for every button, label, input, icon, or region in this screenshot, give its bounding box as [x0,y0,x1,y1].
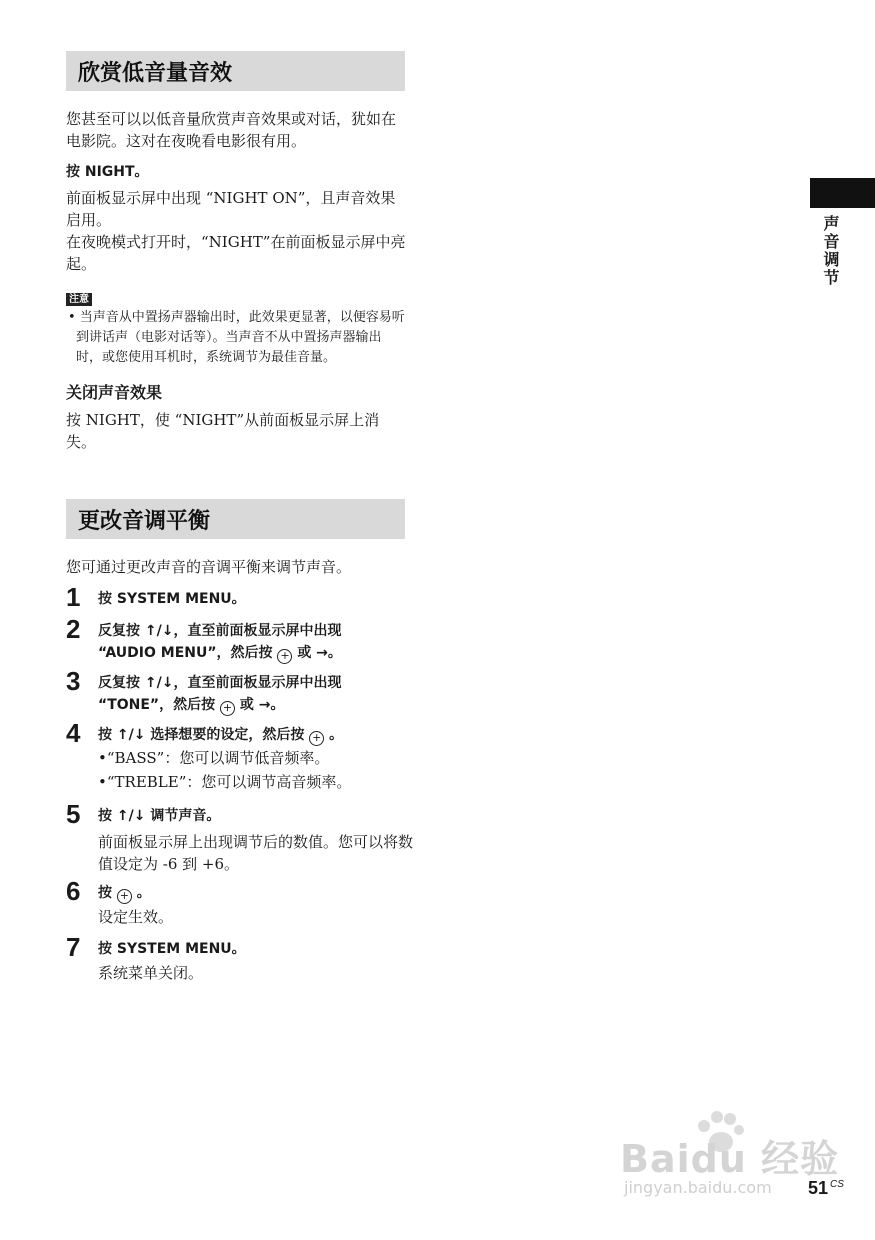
step-text: 或 →。 [297,645,342,661]
step-number: 7 [66,932,81,962]
step-body [98,805,413,875]
step-text: 或 →。 [239,697,285,713]
night-instruction: 按 NIGHT。 [66,164,149,180]
step-number: 3 [66,666,81,696]
page-number-value: 51 [808,1178,829,1198]
treble-bullet: •“TREBLE”：您可以调节高音频率。 [98,773,352,791]
step-body [98,882,413,928]
step-description: 设定生效。 [98,908,174,926]
page-language-suffix: CS [830,1179,844,1190]
step-instruction [98,724,413,746]
enter-button-icon: + [309,731,324,746]
section-heading-low-volume [66,51,405,91]
section-title: 更改音调平衡 [78,508,211,534]
step-body [98,938,413,984]
step-instruction-line1: 反复按 ↑/↓，直至前面板显示屏中出现 [98,675,342,691]
night-on-description: 前面板显示屏中出现 “NIGHT ON”，且声音效果启用。 [66,189,396,229]
night-indicator-description: 在夜晚模式打开时，“NIGHT”在前面板显示屏中亮起。 [66,233,406,273]
chapter-tab-marker [810,178,875,208]
watermark-brand: Baidu 经验 [620,1137,840,1181]
enter-button-icon: + [277,649,292,664]
step-instruction-line2 [98,642,413,664]
section-heading-tone-balance [66,499,405,539]
step-instruction-line1: 反复按 ↑/↓，直至前面板显示屏中出现 [98,623,342,639]
step-number: 2 [66,614,81,644]
step-number: 6 [66,876,81,906]
step-body [98,724,413,794]
step-number: 1 [66,582,81,612]
step-text: 按 [98,885,112,901]
intro-paragraph: 您甚至可以以低音量欣赏声音效果或对话，犹如在电影院。这对在夜晚看电影很有用。 [66,110,397,150]
enter-button-icon: + [220,701,235,716]
chapter-tab-label: 声音调节 [821,215,840,287]
bass-bullet: •“BASS”：您可以调节低音频率。 [98,749,330,767]
turn-off-text: 按 NIGHT，使 “NIGHT”从前面板显示屏上消失。 [66,411,380,451]
section2-intro [66,556,406,578]
step-body [98,620,413,664]
step-text: 。 [136,885,151,901]
step-instruction: 按 SYSTEM MENU。 [98,591,246,607]
step-instruction-line2 [98,694,413,716]
page-number [808,1178,844,1199]
step-text: “TONE”，然后按 [98,697,216,713]
tone-intro-paragraph: 您可通过更改声音的音调平衡来调节声音。 [66,558,352,576]
note-label: 注意 [66,293,92,306]
step-instruction: 按 SYSTEM MENU。 [98,941,246,957]
step-text: 按 ↑/↓ 选择想要的设定，然后按 [98,727,305,743]
step-number: 4 [66,718,81,748]
step-number: 5 [66,799,81,829]
step-text: 。 [329,727,344,743]
step-body [98,672,413,716]
watermark-url: jingyan.baidu.com [624,1178,772,1197]
section1-body [66,108,406,453]
enter-button-icon: + [117,889,132,904]
step-description: 前面板显示屏上出现调节后的数值。您可以将数值设定为 -6 到 +6。 [98,833,414,873]
step-instruction [98,882,413,904]
section-title: 欣赏低音量音效 [78,60,233,86]
step-text: “AUDIO MENU”，然后按 [98,645,273,661]
step-body [98,588,413,610]
step-instruction: 按 ↑/↓ 调节声音。 [98,808,221,824]
sub-heading-turn-off: 关闭声音效果 [66,383,163,402]
step-description: 系统菜单关闭。 [98,964,204,982]
note-text: • 当声音从中置扬声器输出时，此效果更显著，以便容易听到讲话声（电影对话等）。当声音不从中置扬声器输出时，或您使用耳机时，系统调节为最佳音量。 [68,310,405,365]
note-block [66,287,406,368]
